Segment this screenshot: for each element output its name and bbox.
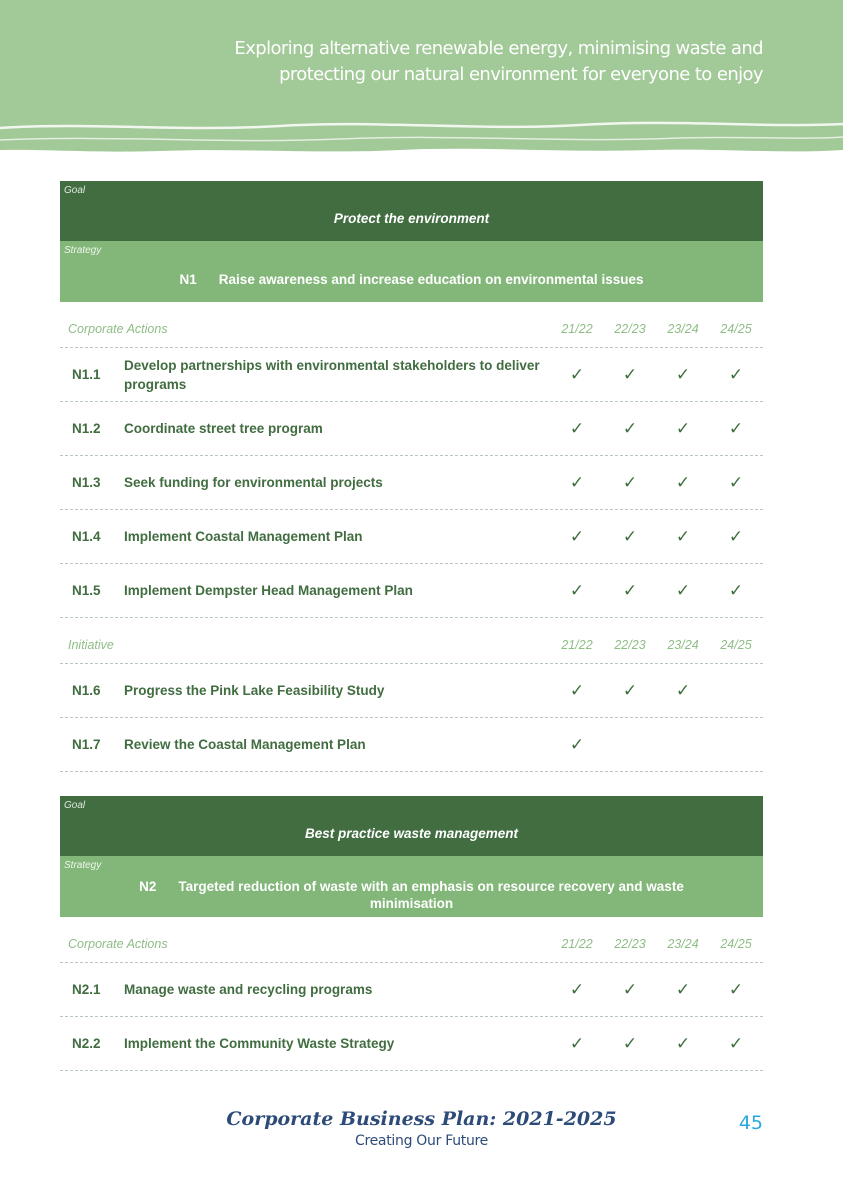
- table-row: [60, 664, 763, 718]
- checkmark-icon: ✓: [569, 580, 585, 601]
- action-description: Review the Coastal Management Plan: [124, 737, 366, 752]
- section-heading: Corporate Actions: [68, 322, 168, 336]
- header-banner: [0, 0, 843, 165]
- section-heading: Initiative: [68, 638, 114, 652]
- action-code: N1.7: [72, 737, 101, 752]
- checkmark-icon: ✓: [675, 526, 691, 547]
- checkmark-icon: ✓: [728, 1033, 744, 1054]
- checkmark-icon: ✓: [569, 734, 585, 755]
- table-row: [60, 402, 763, 456]
- action-description: Progress the Pink Lake Feasibility Study: [124, 683, 385, 698]
- checkmark-icon: ✓: [569, 979, 585, 1000]
- strategy-text: [60, 271, 763, 288]
- action-description: Develop partnerships with environmental stakeholders to deliver programs: [124, 357, 540, 392]
- footer-subtitle: Creating Our Future: [355, 1133, 488, 1149]
- strategy-code: N1: [179, 272, 197, 287]
- initiative-rows: [60, 664, 763, 772]
- year-column-header: 23/24: [667, 322, 699, 336]
- goal-bar: [60, 181, 763, 241]
- checkmark-icon: ✓: [622, 1033, 638, 1054]
- year-column-header: 22/23: [614, 638, 646, 652]
- action-code: N2.1: [72, 982, 101, 997]
- checkmark-icon: ✓: [675, 472, 691, 493]
- checkmark-icon: ✓: [622, 418, 638, 439]
- action-rows: [60, 348, 763, 618]
- plan-section-n2: [60, 796, 763, 1071]
- year-column-header: 24/25: [720, 322, 752, 336]
- checkmark-icon: ✓: [728, 418, 744, 439]
- goal-label: Goal: [64, 800, 86, 811]
- action-code: N1.6: [72, 683, 101, 698]
- checkmark-icon: ✓: [622, 580, 638, 601]
- action-description: Manage waste and recycling programs: [124, 982, 373, 997]
- year-column-header: 24/25: [720, 638, 752, 652]
- checkmark-icon: ✓: [569, 472, 585, 493]
- corporate-actions-header: [60, 302, 763, 348]
- year-column-header: 23/24: [667, 638, 699, 652]
- action-code: N1.2: [72, 421, 101, 436]
- table-row: [60, 510, 763, 564]
- checkmark-icon: ✓: [622, 472, 638, 493]
- strategy-label: Strategy: [64, 860, 102, 871]
- strategy-label: Strategy: [64, 245, 102, 256]
- checkmark-icon: ✓: [569, 526, 585, 547]
- year-column-header: 22/23: [614, 322, 646, 336]
- table-row: [60, 963, 763, 1017]
- strategy-bar: [60, 241, 763, 302]
- checkmark-icon: ✓: [675, 979, 691, 1000]
- action-code: N1.4: [72, 529, 101, 544]
- checkmark-icon: ✓: [569, 418, 585, 439]
- header-tagline-line2: protecting our natural environment for everyone to enjoy: [279, 64, 763, 85]
- checkmark-icon: ✓: [728, 364, 744, 385]
- checkmark-icon: ✓: [569, 364, 585, 385]
- strategy-code: N2: [139, 879, 157, 894]
- checkmark-icon: ✓: [675, 1033, 691, 1054]
- table-row: [60, 564, 763, 618]
- checkmark-icon: ✓: [675, 680, 691, 701]
- checkmark-icon: ✓: [622, 526, 638, 547]
- action-code: N2.2: [72, 1036, 101, 1051]
- action-code: N1.5: [72, 583, 101, 598]
- checkmark-icon: ✓: [675, 364, 691, 385]
- action-description: Implement Dempster Head Management Plan: [124, 583, 413, 598]
- action-description: Seek funding for environmental projects: [124, 475, 383, 490]
- action-rows: [60, 963, 763, 1071]
- strategy-text: [60, 878, 763, 912]
- corporate-actions-header: [60, 917, 763, 963]
- action-description: Coordinate street tree program: [124, 421, 323, 436]
- goal-bar: [60, 796, 763, 856]
- year-column-header: 21/22: [561, 322, 593, 336]
- footer-title: Corporate Business Plan: 2021-2025: [226, 1108, 617, 1130]
- year-column-header: 21/22: [561, 638, 593, 652]
- year-column-header: 21/22: [561, 937, 593, 951]
- year-column-header: 24/25: [720, 937, 752, 951]
- year-column-header: 23/24: [667, 937, 699, 951]
- action-code: N1.3: [72, 475, 101, 490]
- table-row: [60, 1017, 763, 1071]
- goal-title: Best practice waste management: [304, 826, 519, 841]
- table-row: [60, 456, 763, 510]
- checkmark-icon: ✓: [569, 1033, 585, 1054]
- goal-title: Protect the environment: [333, 211, 490, 226]
- checkmark-icon: ✓: [728, 580, 744, 601]
- checkmark-icon: ✓: [569, 680, 585, 701]
- action-code: N1.1: [72, 367, 101, 382]
- checkmark-icon: ✓: [675, 580, 691, 601]
- table-row: [60, 348, 763, 402]
- checkmark-icon: ✓: [622, 364, 638, 385]
- initiative-header: [60, 618, 763, 664]
- action-description: Implement the Community Waste Strategy: [124, 1036, 395, 1051]
- checkmark-icon: ✓: [622, 979, 638, 1000]
- checkmark-icon: ✓: [728, 472, 744, 493]
- strategy-description: Targeted reduction of waste with an emphasis on resource recovery and waste minimisation: [178, 879, 684, 911]
- action-description: Implement Coastal Management Plan: [124, 529, 363, 544]
- header-tagline-line1: Exploring alternative renewable energy, minimising waste and: [234, 38, 763, 59]
- checkmark-icon: ✓: [728, 979, 744, 1000]
- strategy-description: Raise awareness and increase education on environmental issues: [218, 272, 644, 287]
- goal-label: Goal: [64, 185, 86, 196]
- strategy-bar: [60, 856, 763, 917]
- plan-section-n1: [60, 181, 763, 772]
- section-heading: Corporate Actions: [68, 937, 168, 951]
- header-tagline: [203, 36, 763, 88]
- table-row: [60, 718, 763, 772]
- checkmark-icon: ✓: [622, 680, 638, 701]
- year-column-header: 22/23: [614, 937, 646, 951]
- page-number: 45: [738, 1112, 763, 1134]
- checkmark-icon: ✓: [728, 526, 744, 547]
- checkmark-icon: ✓: [675, 418, 691, 439]
